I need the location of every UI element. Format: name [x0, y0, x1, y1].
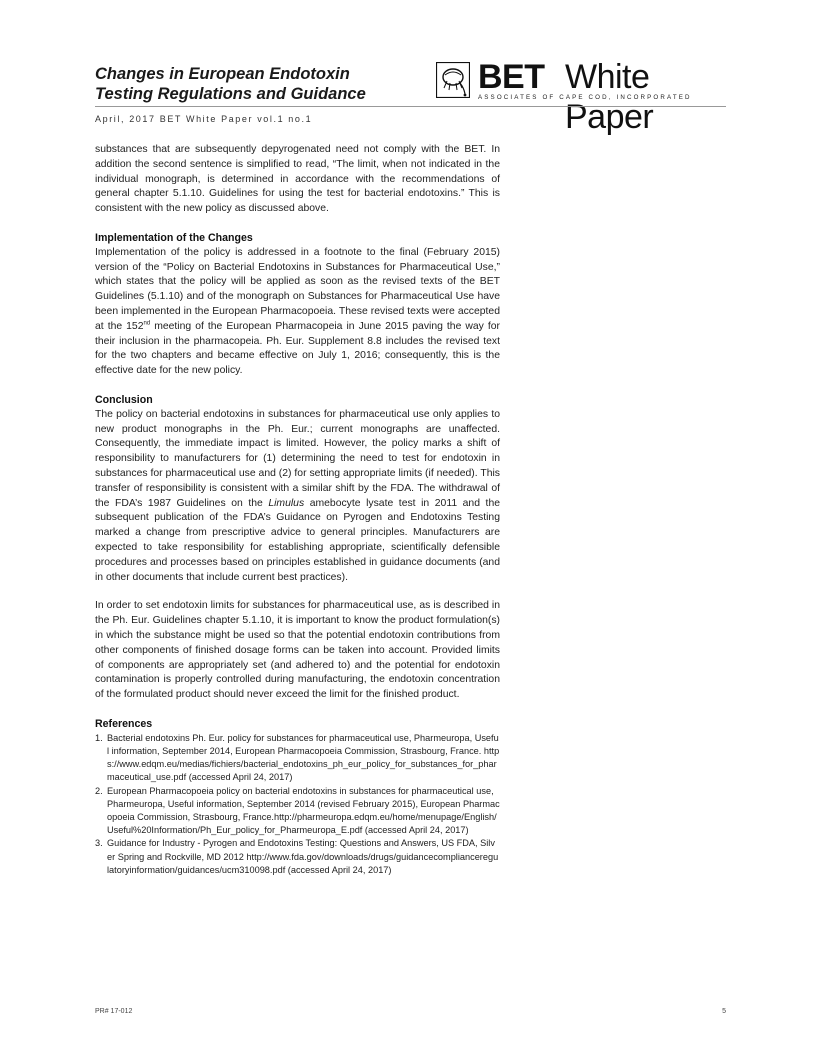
- bet-white-paper-logo: [436, 58, 726, 136]
- conclusion-paragraph: [95, 408, 500, 586]
- horseshoe-crab-logo-icon: [436, 62, 470, 98]
- issue-line: April, 2017 BET White Paper vol.1 no.1: [95, 114, 313, 124]
- title-line-2: Testing Regulations and Guidance: [95, 85, 366, 103]
- implementation-paragraph: [95, 246, 500, 379]
- reference-text: Guidance for Industry - Pyrogen and Endotoxins Testing: Questions and Answers, US FDA, Silver Spring and Rockville, MD 2012 http://www.fda.gov/downloads/drugs/guidancecomplianceregulatoryinformation/guidances/ucm310098.pdf (accessed April 24, 2017): [107, 838, 499, 875]
- logo-bet-text: BET: [478, 58, 545, 96]
- article-body: [95, 143, 500, 877]
- page-number: 5: [722, 1008, 726, 1015]
- document-title: [95, 64, 366, 104]
- implementation-text-a: Implementation of the policy is addressed in a footnote to the final (February 2015) version of the “Policy on Bacterial Endotoxins in Substances for Pharmaceutical Use,” which states that the policy will be applied as soon as the revised texts of the BET Guidelines (5.1.10) and of the monograph on Substances for Pharmaceutical Use have been implemented in the European Pharmacopoeia. These revised texts were accepted at the 152: [95, 246, 500, 332]
- logo-white-paper-text: White Paper: [565, 58, 654, 136]
- reference-item: [95, 837, 500, 877]
- reference-item: [95, 785, 500, 838]
- reference-number: 1.: [95, 732, 103, 743]
- limits-paragraph: In order to set endotoxin limits for substances for pharmaceutical use, as is described in the Ph. Eur. Guidelines chapter 5.1.10, it is important to know the product formulation(s) in which the substance might be used so that the potential endotoxin contributions from other components of finished dosage forms can be taken into account. Provided limits of components are appropriately set (and adhered to) and the potential for endotoxin contamination is properly controlled during manufacturing, the endotoxin concentration of the formulated product should never exceed the limit for the finished product.: [95, 600, 500, 701]
- header-divider: [95, 106, 726, 107]
- conclusion-italic-limulus: Limulus: [268, 497, 305, 509]
- reference-number: 3.: [95, 838, 103, 849]
- reference-item: [95, 732, 500, 785]
- title-line-1: Changes in European Endotoxin: [95, 65, 350, 83]
- intro-paragraph: substances that are subsequently depyrogenated need not comply with the BET. In addition the second sentence is simplified to read, “The limit, when not indicated in the individual monograph, is determined in accordance with the recommendations of general chapter 5.1.10. Guidelines for using the test for bacterial endotoxins.” This is consistent with the new policy as discussed above.: [95, 144, 500, 215]
- logo-company-name: ASSOCIATES OF CAPE COD, INCORPORATED: [478, 94, 692, 101]
- document-number: PR# 17-012: [95, 1008, 133, 1015]
- implementation-text-b: meeting of the European Pharmacopeia in June 2015 paving the way for their inclusion in the pharmacopeia. Ph. Eur. Supplement 8.8 includes the revised text for the two chapters and became effective on July 1, 2016; consequently, this is the effective date for the new policy.: [95, 320, 500, 377]
- reference-text: European Pharmacopoeia policy on bacterial endotoxins in substances for pharmaceutical use, Pharmeuropa, Useful information, September 2014 (revised February 2015), European Pharmacopoeia Commission, Strasbourg, France.http://pharmeuropa.edqm.eu/home/menupage/English/Useful%20Information/Ph_Eur_policy_for_Pharmeuropa_E.pdf (accessed April 24, 2017): [107, 785, 500, 836]
- conclusion-heading: Conclusion: [95, 393, 153, 406]
- references-list: [95, 732, 500, 877]
- superscript-nd: nd: [143, 320, 151, 327]
- conclusion-text-b: amebocyte lysate test in 2011 and the subsequent publication of the FDA’s Guidance on Pyrogen and Endotoxins Testing marked a change from prescriptive advice to general principles. Manufacturers are expected to take responsibility for establishing appropriate, scientifically defensible procedures and processes based on principles established in guidance documents (and in other documents that include current best practices).: [95, 497, 500, 583]
- reference-text: Bacterial endotoxins Ph. Eur. policy for substances for pharmaceutical use, Pharmeuropa, Useful information, September 2014, European Pharmacopoeia Commission, Strasbourg, France. https://www.edqm.eu/medias/fichiers/bacterial_endotoxins_ph_eur_policy_for_substances_for_pharmaceutical_use.pdf (accessed April 24, 2017): [107, 732, 500, 783]
- implementation-heading: Implementation of the Changes: [95, 231, 253, 244]
- references-heading: References: [95, 717, 153, 730]
- conclusion-text-a: The policy on bacterial endotoxins in substances for pharmaceutical use only applies to new product monographs in the Ph. Eur.; current monographs are unaffected. Consequently, the immediate impact is limited. However, the policy marks a shift of responsibility to manufacturers for (1) determining the need to test for endotoxin in substances for pharmaceutical use and (2) for setting appropriate limits (if needed). This transfer of responsibility is consistent with a similar shift by the FDA. The withdrawal of the FDA’s 1987 Guidelines on the: [95, 408, 500, 509]
- reference-number: 2.: [95, 785, 103, 796]
